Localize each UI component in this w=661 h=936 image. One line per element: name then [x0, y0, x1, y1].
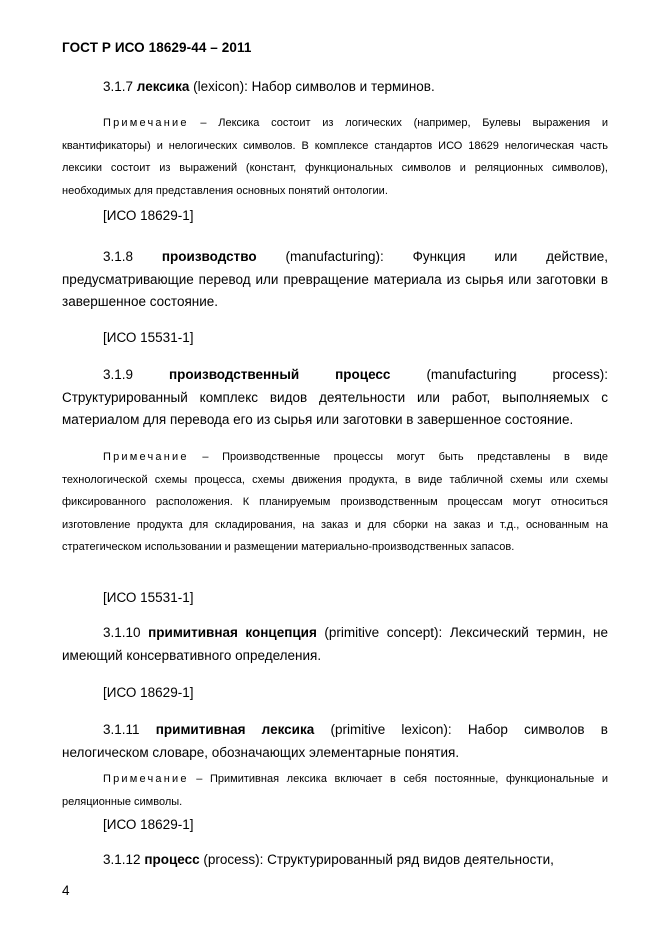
reference-3-1-10: [ИСО 18629-1] [103, 685, 194, 700]
term-number: 3.1.9 [103, 367, 134, 382]
reference-3-1-7: [ИСО 18629-1] [103, 208, 194, 223]
page-number: 4 [62, 883, 70, 898]
reference-3-1-11: [ИСО 18629-1] [103, 817, 194, 832]
note-3-1-7 [62, 112, 608, 202]
term-number: 3.1.8 [103, 249, 134, 264]
term-definition: (manufacturing process): Структурированный комплекс видов деятельности или работ, выполняемых с материалом для перевода его из сырья или заготовки в завершенное состояние. [62, 367, 608, 427]
note-label: Примечание [103, 451, 189, 463]
note-label: Примечание [103, 773, 189, 785]
reference-3-1-9: [ИСО 15531-1] [103, 590, 194, 605]
term-name: примитивная концепция [148, 625, 317, 640]
note-label: Примечание [103, 117, 189, 129]
note-3-1-11 [62, 768, 608, 813]
note-text: – Примитивная лексика включает в себя постоянные, функциональные и реляционные символы. [62, 773, 609, 808]
term-entry-3-1-9 [62, 364, 608, 432]
reference-3-1-8: [ИСО 15531-1] [103, 330, 194, 345]
term-number: 3.1.12 [103, 852, 141, 867]
term-name: производственный процесс [169, 367, 391, 382]
term-entry-3-1-7 [62, 76, 608, 99]
note-3-1-9 [62, 446, 608, 559]
term-definition: (manufacturing): Функция или действие, предусматривающие перевод или превращение материала из сырья или заготовки в завершенное состояние. [62, 249, 608, 309]
term-definition: (primitive lexicon): Набор символов в нелогическом словаре, обозначающих элементарные понятия. [62, 722, 608, 760]
term-entry-3-1-11 [62, 719, 608, 764]
term-name: примитивная лексика [155, 722, 315, 737]
term-number: 3.1.10 [103, 625, 141, 640]
term-definition: (lexicon): Набор символов и терминов. [193, 79, 435, 94]
term-number: 3.1.7 [103, 79, 134, 94]
term-number: 3.1.11 [103, 722, 140, 737]
term-definition: (primitive concept): Лексический термин, не имеющий консервативного определения. [62, 625, 608, 663]
term-name: процесс [144, 852, 200, 867]
note-text: – Лексика состоит из логических (например, Булевы выражения и квантификаторы) и нелогических символов. В комплексе стандартов ИСО 18629 нелогическая часть лексики состоит из выражений (констант, функциональных символов и реляционных символов), необходимых для представления основных понятий онтологии. [62, 117, 609, 197]
term-entry-3-1-10 [62, 622, 608, 667]
note-text: – Производственные процессы могут быть представлены в виде технологической схемы процесса, схемы движения продукта, в виде табличной схемы или схемы фиксированного расположения. К планируемым производственным процессам могут относиться изготовление продукта для складирования, на заказ и для сборки на заказ и т.д., основанным на стратегическом использовании и размещении материально-производственных запасов. [62, 451, 608, 553]
document-header: ГОСТ Р ИСО 18629-44 – 2011 [62, 40, 252, 55]
term-name: производство [161, 249, 257, 264]
term-entry-3-1-8 [62, 246, 608, 314]
term-entry-3-1-12 [62, 849, 608, 872]
term-definition: (process): Структурированный ряд видов деятельности, [203, 852, 554, 867]
term-name: лексика [136, 79, 190, 94]
